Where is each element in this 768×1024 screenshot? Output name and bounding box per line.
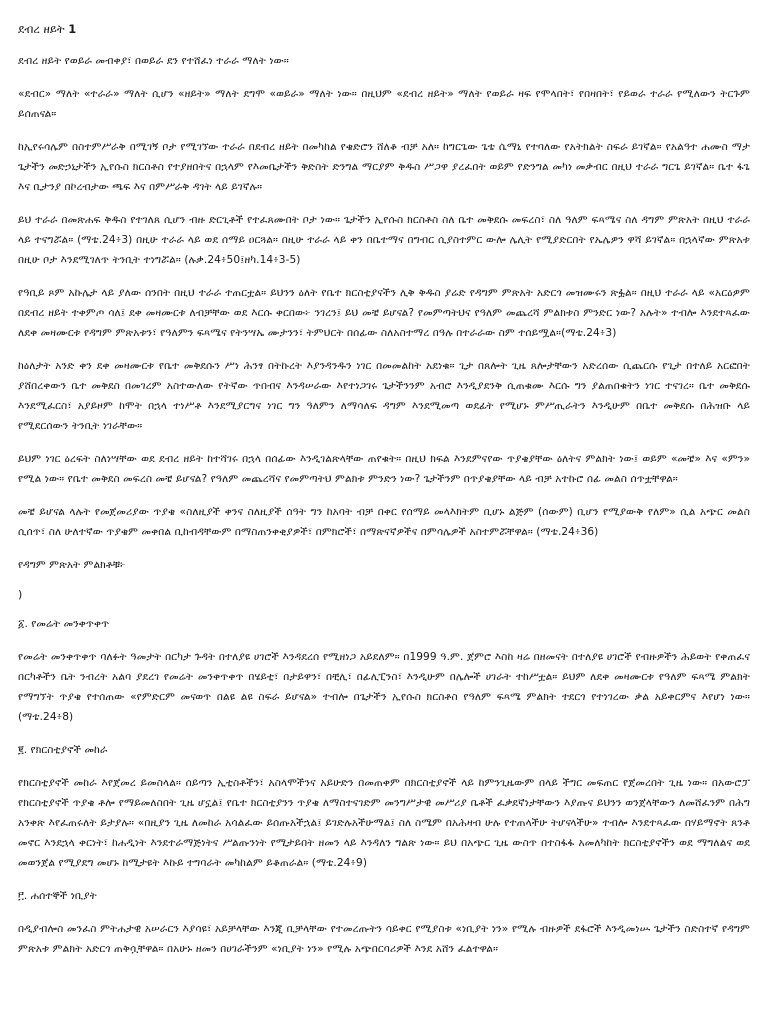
paragraph-questions: ይህም ነገር ዕረፍት ስለነሣቸው ወደ ደብረ ዘይት ከተሻገሩ በኋላ በሰፊው እንዲገልጽላቸው ጠየቁት። በዚህ ክፍል እንደምናየው ጥያቄያቸው ዕለትና ምልክት ነው፤ ወይም «መቼ» እና «ምን» የሚል ነው። የቤተ መቅደስ መፍረስ መቼ ይሆናል? የዓለም መጨረሻና የመምጣትህ ምልክቱ ምንድን ነው? ጌታችንም በጥያቄያቸው ላይ ብቻ አተኩሮ ሰፊ መልስ ሰጥቷቸዋል።	[18, 453, 750, 485]
signs-intro: የዳግም ምጽአት ምልክቶቹ፦	[18, 559, 126, 571]
bracket-line: )	[18, 588, 23, 601]
section-body-false-prophets: በዲያብሎስ መንፈስ ምትሐታዊ አሠራርን እያሳዩ፣ አይቻላቸው እንጂ ቢቻላቸው የተመረጡትን ሳይቀር የሚያስቱ «ነቢያት ነን» የሚሉ ብዙዎች ደፋሮች እንዲመነሡ ጌታችን ስድስተኛ የዳግም ምጽአቱ ምልክት አድርጎ ጠቅሷቸዋል። በአሁኑ ዘመን በሀገራችንም «ነቢያት ነን» የሚሉ አጭበርባሪዎች እንደ አሸን ፈልተዋል።	[18, 923, 750, 955]
section-body-persecution: የክርስቲያኖች መከራ እየጀመረ ይመስላል። ሰይጣን ኢቲስቶችን፣ አስላሞችንና አይሁድን በመጠቀም በክርስቲያኖች ላይ ከምንጊዜውም በላይ ችግር መፍጠር የጀመረበት ጊዜ ነው። በአውሮፓ የክርስቲያኖች ጥያቄ ቶሎ የማይመለስበት ጊዜ ሆኗል፤ የቤተ ክርስቲያንን ጥያቄ ለማስተናገድም መንግሥታዊ መሥሪያ ቤቶች ፈቃደኛነታቸውን እያጡና ይህንን ወንጀላቸውን ለመሸፈንም በሕግ አንቀጽ እየፈጠሩለት ይታያሉ። «በዚያን ጊዜ ለመከራ አሳልፈው ይሰጡአችኋል፤ ይገድሉአችሁማል፤ ስለ ስሜም በአሕዛብ ሁሉ የተጠላችሁ ትሆናላችሁ» ተብሎ እንደተጻፈው በሃይማኖት ጸንቶ መኖር እንደኋላ ቀርነት፣ ከሐዲነት እንደተራማጅነትና ሥልጡንነት የሚታይበት ዘመን ላይ እንዳለን ግልጽ ነው። ይህ በአጭር ጊዜ ውስጥ በተስፋፋ አመለካከት ክርስቲያኖችን ወደ ማግለልና ወደ መወንጀል የሚያደግ መሆኑ ከሚታዩት እኩይ ተግባራት መካከልም ይቆጠራል። (ማቴ.24፥9)	[18, 777, 750, 869]
paragraph-lent-sunday: የዓቢይ ጾም አኩሌታ ላይ ያለው ሰንበት በዚህ ተራራ ተጠርቷል። ይህንን ዕለት የቤተ ክርስቲያናችን ሊቅ ቅዱስ ያሬድ የዳግም ምጽአት አድርጎ መዝሙሩን ጽፏል። በዚህ ተራራ ላይ «አርዕዎም በደብረ ዘይት ተቀምጦ ሳለ፤ ደቀ መዛሙርቱ ለብቻቸው ወደ እርሱ ቀርበው፦ ንገረን፤ ይህ መቼ ይሆናል? የመምጣትህና የዓለም መጨረሻ ምልክቱስ ምንድር ነው? አሉት» ተብሎ እንደተጻፈው ለደቀ መዛሙርቱ የዳግም ምጽአቱን፣ የዓለምን ፍጻሜና የትንሣኤ ሙታንን፣ ትምህርት በሰፊው ስለአስተማረ በዓሉ በተራራው ስም ተሰይሟል።(ማቴ.24፥3)	[18, 287, 750, 339]
paragraph-answer: መቼ ይሆናል ላሉት የመጀመሪያው ጥያቄ «ስለዚያች ቀንና ስለዚያች ሰዓት ግን ከአባት ብቻ በቀር የሰማይ መላእክትም ቢሆኑ ልጅም (ሰውም) ቢሆን የሚያውቅ የለም» ሲል አጭር መልስ ሲሰጥ፣ ስለ ሁለተኛው ጥያቄም መቀበል ቢከብዳቸውም በማስጠንቀቂያዎች፣ በምክሮች፣ በማጽናኛዎችና በምሳሌዎች አስተምሯቸዋል። (ማቴ.24፥36)	[18, 506, 750, 538]
document-title	[18, 22, 750, 37]
paragraph-temple: ከዕለታት አንድ ቀን ደቀ መዛሙርቱ የቤተ መቅደሱን ሥነ ሕንፃ በትኩረት እያንዳንዱን ነገር በመመልከት አደነቁ። ጊታ በጸሎት ጊዜ ጸሎታቸውን አድረሰው ሲጨርሱ የጊታ በተለይ አርፎበት ያሸበረቀውን ቤተ መቅደስ በመገረም አስተውለው የትኛው ጥበብና እንዳሠራው እየተነጋገሩ ጌታችንንም አብሮ እንዲያደንቅ ሲጠቁሙ እርሱ ግን ያልጠበቁትን ነገር ተናገረ። ቤተ መቅደሱ እንደሚፈርስ፣ አያይዞም ከሞት በኋላ ተነሥቶ እንደሚያርግና ነገር ግን ዓለምን ለማሳለፍ ዳግም እንደሚመጣ ወደፊት የሚሆኑ ምሥጢራትን እንዲሁም በቤተ መቅደሱ በሕዝቡ ላይ የሚደርሰውን ትንቢት ነገራቸው።	[18, 360, 750, 432]
title-number: 1	[68, 22, 77, 36]
paragraph-intro: ደብረ ዘይት የወይራ መብቀያ፣ በወይራ ደን የተሸፈነ ተራራ ማለት ነው።	[18, 55, 289, 67]
section-heading-persecution: ፪. የክርስቲያኖች መከራ	[18, 744, 108, 756]
paragraph-meaning: «ደብር» ማለት «ተራራ» ማለት ሲሆን «ዘይት» ማለት ደግሞ «ወይራ» ማለት ነው። በዚህም «ደብረ ዘይት» ማለት የወይራ ዛፍ የሞላበት፣ የበዛበት፣ የይወራ ተራራ የሚለውን ትርጉም ይሰጠናል።	[18, 88, 750, 120]
paragraph-events: ይህ ተራራ በመጽሐፍ ቅዱስ የተገለጸ ሲሆን ብዙ ድርጊቶች የተፈጸሙበት ቦታ ነው። ጌታችን ኢየሱስ ክርስቶስ ስለ ቤተ መቅደሱ መፍረስ፣ ስለ ዓለም ፍጻሜና ስለ ዳግም ምጽአት በዚህ ተራራ ላይ ተናግሯል። (ማቴ.24፥3) በዚሁ ተራራ ላይ ወደ ሰማይ ዐርጓል። በዚሁ ተራራ ላይ ቀን በቤተማና በግብር ሲያስተምር ውሎ ሌሊት የሚያድርበት የኤሌዎን ዋሻ ይገኛል። በኋላኛው ምጽአቱ በዚሁ ቦታ እንደሚገለጥ ትንቢት ተነግሯል። (ሉቃ.24፥50፤ዘካ.14፥3-5)	[18, 214, 750, 266]
section-heading-earthquake: ፩. የመሬት መንቀጥቀጥ	[18, 618, 110, 630]
section-heading-false-prophets: ፫. ሐሰተኞች ነቢያት	[18, 890, 97, 902]
section-body-earthquake: የመሬት መንቀጥቀጥ ባለፉት ዓመታት በርካታ ጉዳት በተለያዩ ሀገሮች እንዳደረሰ የሚዘነጋ አይደለም። በ1999 ዓ.ም. ጀምሮ እስከ ዛሬ በዘመናት በተለያዩ ሀገሮች የብዙዎችን ሕይወት የቀጠፈና በርካቶችን ቤት ንብረት አልባ ያደረገ የመሬት መንቀጥቀጥ በሄይቲ፣ በታይዋን፣ በቺሊ፣ በፊሊፒንስ፣ እንዲሁም በሌሎች ሀገራት ተከሥቷል። ይህም ለደቀ መዛሙርቱ የዓለም ፍጻሜ ምልክት የማግኘት ጥያቄ የተሰጠው «የምድርም መናወጥ በልዩ ልዩ ስፍራ ይሆናል» ተብሎ በጌታችን ኢየሱስ ክርስቶስ የዓለም ፍጻሜ ምልክት ተደርጎ የተነገረው ቃል አይቀርምና እየሆነ ነው። (ማቴ.24፥8)	[18, 651, 750, 723]
paragraph-location: ከኢየሩሳሌም በስተምሥራቅ በሚገኝ ቦታ የሚገኘው ተራራ በደብረ ዘይት በመካከል የቄድሮን ሸለቆ ብቻ አለ። ከግርጌው ጌቴ ሴማኒ የተባለው የአትክልት ስፍራ ይገኛል። የአልዓተ ሐሙስ ማታ ጌታችን መድኃኒታችን ኢየሱስ ክርስቶስ የተያዘበትና በኋላም የእመቤታችን ቅድስት ድንግል ማርያም ቅዱስ ሥጋዋ ያረፈበት ወይም የድንግል መካነ መቃብር በዚህ ተራራ ግርጌ ይገኛል። ቤተ ፋጌ እና ቢታንያ በኮረብታው ጫፍ እና በምሥራቅ ዳገት ላይ ይገኛሉ።	[18, 141, 750, 193]
title-text: ደብረ ዘይት	[18, 22, 69, 36]
